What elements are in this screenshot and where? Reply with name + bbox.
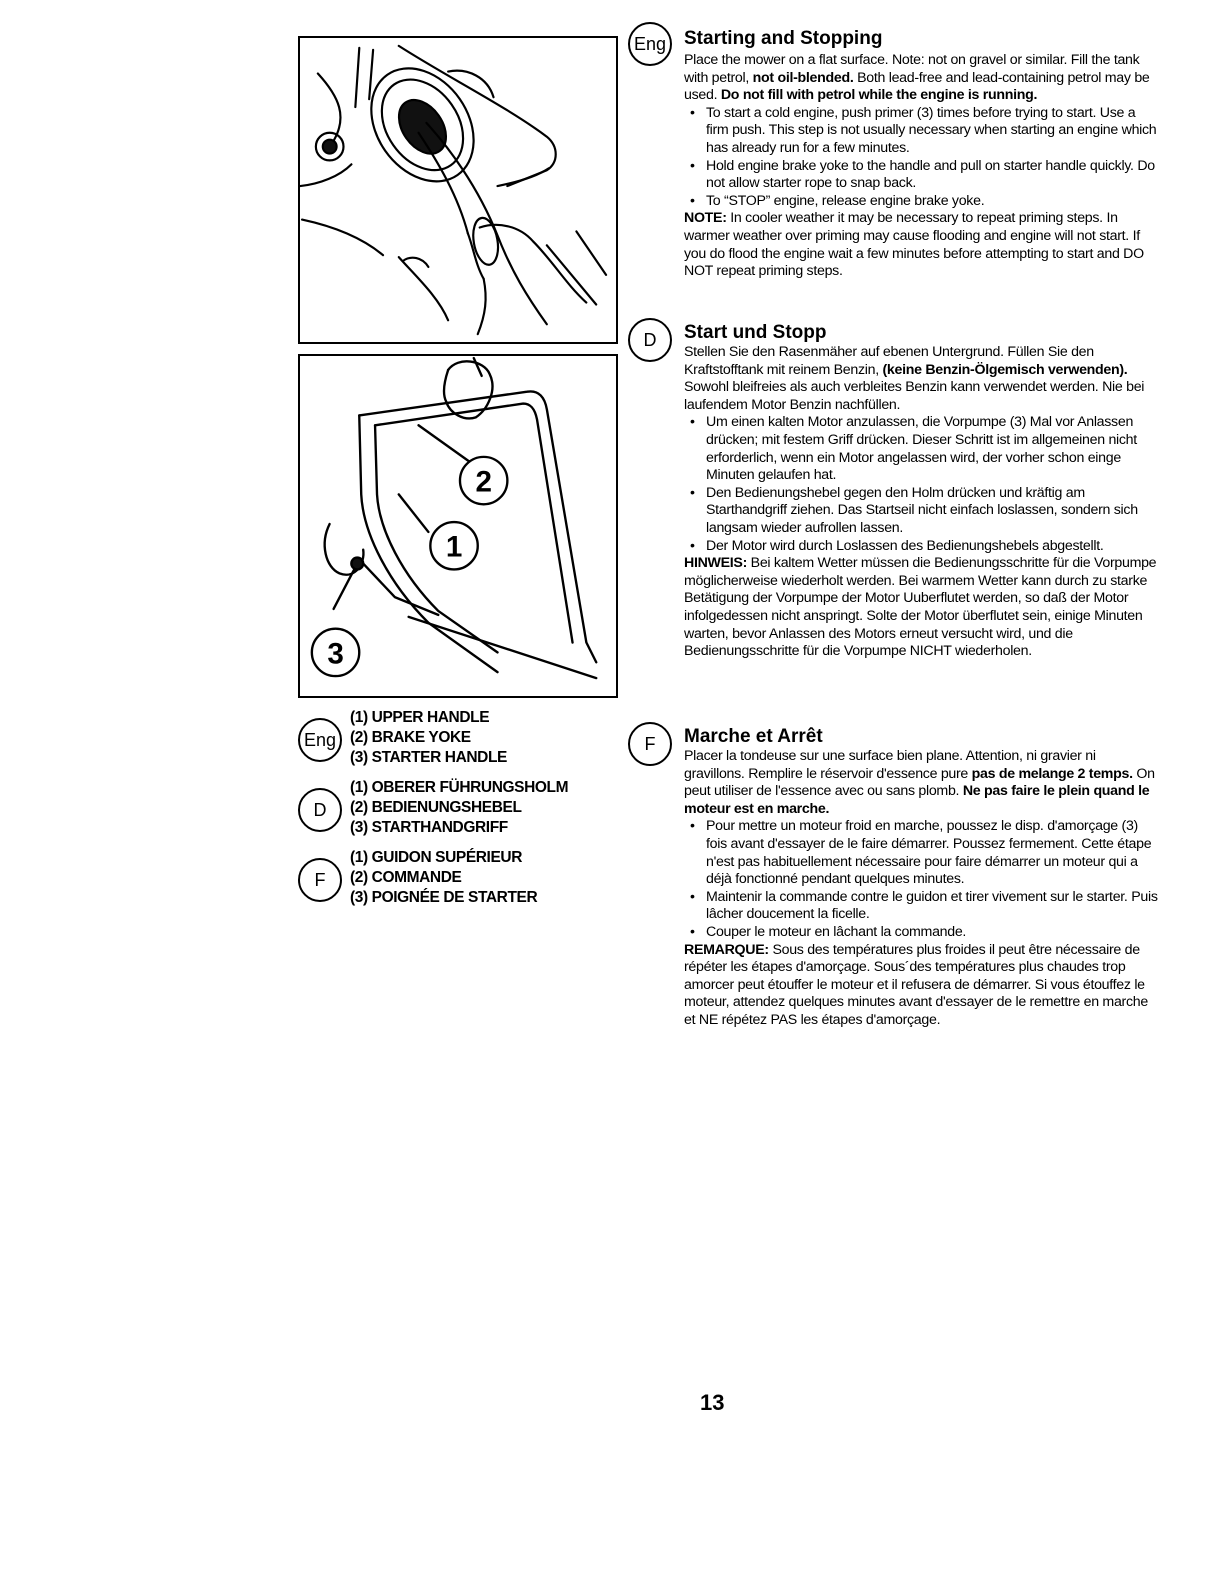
list-item: • Pour mettre un moteur froid en marche, poussez le disp. d'amorçage (3) fois avant d'essayer de le faire démarrer. Poussez fermement. Cette étape n'est pas habituellement nécessaire pour faire démarrer un moteur qui a déjà fonctionné pendant quelques minutes.	[684, 818, 1158, 888]
legend-item: (1) GUIDON SUPÉRIEUR	[350, 849, 522, 866]
note-paragraph: REMARQUE: Sous des températures plus froides il peut être nécessaire de répéter les étapes d'amorçage. Sous´des températures plus chaudes trop amorcer peut étouffer le moteur et il refusera de démarrer. Si vous étouffez le moteur, attendez quelques minutes avant d'essayer de le remettre en marche et NE répétez PAS les étapes d'amorçage.	[684, 941, 1148, 1028]
list-item: • Maintenir la commande contre le guidon et tirer vivement sur le starter. Puis lâcher doucement la ficelle.	[684, 889, 1158, 924]
legend-item: (2) BEDIENUNGSHEBEL	[350, 799, 522, 816]
legend-item: (2) COMMANDE	[350, 869, 462, 886]
instruction-list	[684, 105, 1158, 211]
instruction-list	[684, 414, 1158, 555]
list-item: • Couper le moteur en lâchant la commande.	[684, 924, 1158, 942]
primer-illustration	[300, 38, 616, 342]
legend-item: (1) UPPER HANDLE	[350, 709, 490, 726]
figure-legend	[298, 708, 618, 906]
section-title: Start und Stopp	[684, 322, 827, 343]
legend-french	[298, 848, 618, 914]
language-badge-d: D	[628, 318, 672, 362]
callout-2: 2	[475, 465, 492, 499]
handle-figure	[298, 354, 618, 698]
legend-english	[298, 708, 618, 774]
intro-paragraph: Place the mower on a flat surface. Note: not on gravel or similar. Fill the tank with petrol, not oil-blended. Both lead-free and lead-containing petrol may be used. Do not fill with petrol while the engine is running.	[684, 52, 1150, 104]
language-badge-eng: Eng	[298, 718, 342, 762]
legend-item: (3) STARTHANDGRIFF	[350, 819, 508, 836]
language-badge-d: D	[298, 788, 342, 832]
list-item: • Hold engine brake yoke to the handle and pull on starter handle quickly. Do not allow starter rope to snap back.	[684, 158, 1158, 193]
intro-paragraph: Placer la tondeuse sur une surface bien plane. Attention, ni gravier ni gravillons. Remplire le réservoir d'essence pure pas de melange 2 temps. On peut utiliser de l'essence avec ou sans plomb. Ne pas faire le plein quand le moteur est en marche.	[684, 748, 1155, 817]
legend-item: (3) STARTER HANDLE	[350, 749, 507, 766]
legend-item: (2) BRAKE YOKE	[350, 729, 471, 746]
legend-item: (3) POIGNÉE DE STARTER	[350, 889, 538, 906]
note-paragraph: HINWEIS: Bei kaltem Wetter müssen die Bedienungsschritte für die Vorpumpe möglicherweise wiederholt werden. Bei warmem Wetter kann durch zu starke Betätigung der Vorpumpe der Motor Uuberflutet werden, so daß der Motor infolgedessen nicht anspringt. Solte der Motor überflutet sein, einige Minuten warten, bevor Anlassen des Motors erneut versucht wird, und die Bedienungsschritte für die Vorpumpe NICHT wiederholen.	[684, 555, 1157, 660]
instruction-list	[684, 818, 1158, 941]
page-number: 13	[700, 1390, 725, 1415]
list-item: • Der Motor wird durch Loslassen des Bedienungshebels abgestellt.	[684, 538, 1158, 556]
legend-german	[298, 778, 618, 844]
handle-illustration	[300, 356, 616, 696]
primer-figure	[298, 36, 618, 344]
language-badge-f: F	[628, 722, 672, 766]
list-item: • To start a cold engine, push primer (3) times before trying to start. Use a firm push. This step is not usually necessary when starting an engine which has already run for a few minutes.	[684, 105, 1158, 158]
section-title: Starting and Stopping	[684, 28, 883, 49]
intro-paragraph: Stellen Sie den Rasenmäher auf ebenen Untergrund. Füllen Sie den Kraftstofftank mit reinem Benzin, (keine Benzin-Ölgemisch verwenden). Sowohl bleifreies als auch verbleites Benzin kann verwendet werden. Nie bei laufendem Motor Benzin nachfüllen.	[684, 344, 1145, 413]
note-paragraph: NOTE: In cooler weather it may be necessary to repeat priming steps. In warmer weather over priming may cause flooding and engine will not start. If you do flood the engine wait a few minutes before attempting to start and DO NOT repeat priming steps.	[684, 210, 1144, 280]
callout-1: 1	[445, 530, 463, 564]
language-badge-f: F	[298, 858, 342, 902]
callout-3: 3	[327, 637, 344, 671]
list-item: • Den Bedienungshebel gegen den Holm drücken und kräftig am Starthandgriff ziehen. Das Startseil nicht einfach loslassen, sondern sich langsam wieder aufrollen lassen.	[684, 485, 1158, 538]
legend-item: (1) OBERER FÜHRUNGSHOLM	[350, 779, 569, 796]
section-title: Marche et Arrêt	[684, 726, 823, 747]
list-item: • To “STOP” engine, release engine brake yoke.	[684, 193, 1158, 211]
list-item: • Um einen kalten Motor anzulassen, die Vorpumpe (3) Mal vor Anlassen drücken; mit festem Griff drücken. Dieser Schritt ist im allgemeinen nicht erforderlich, wenn ein Motor angelassen wird, der vorher schon einge Minuten gelaufen hat.	[684, 414, 1158, 484]
language-badge-eng: Eng	[628, 22, 672, 66]
